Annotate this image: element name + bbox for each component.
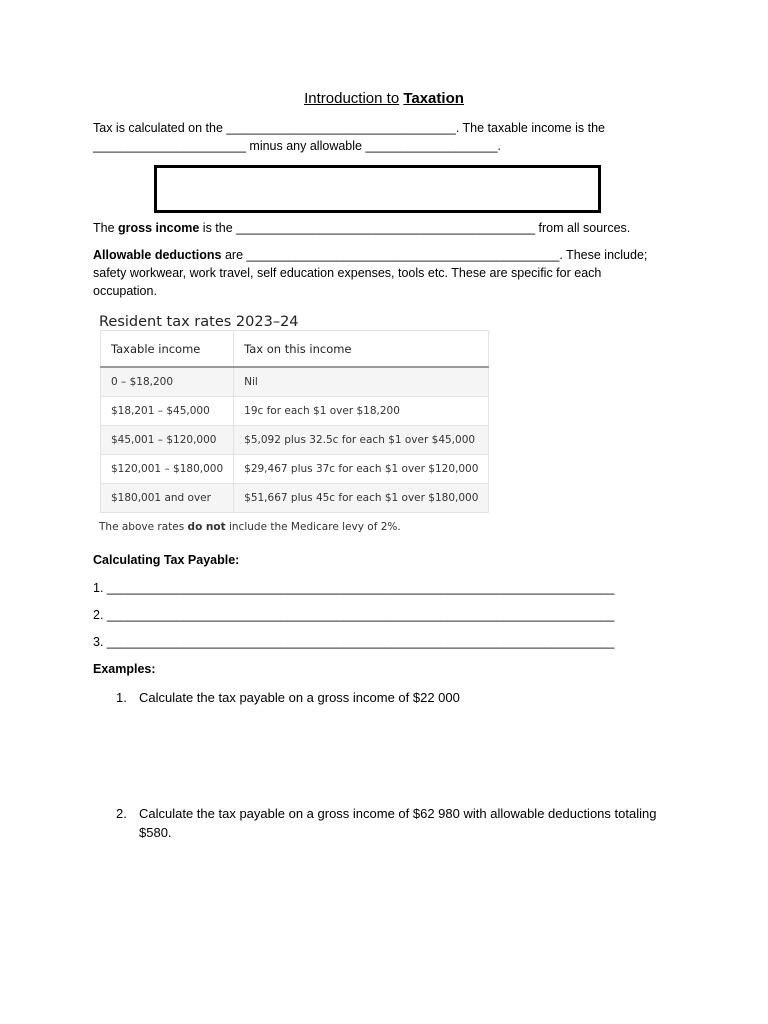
example-number: 1. — [116, 690, 127, 705]
cell-tax: 19c for each $1 over $18,200 — [234, 397, 489, 426]
calculating-heading: Calculating Tax Payable: — [93, 553, 240, 567]
tax-rates-table — [100, 330, 489, 513]
answer-box — [154, 165, 601, 213]
example-number: 2. — [116, 806, 127, 821]
deductions-line-2: safety workwear, work travel, self education expenses, tools etc. These are specific for each — [93, 266, 602, 280]
cell-tax: $5,092 plus 32.5c for each $1 over $45,000 — [234, 426, 489, 455]
cell-tax: $29,467 plus 37c for each $1 over $120,000 — [234, 455, 489, 484]
gross-income-rest: is the ___________________________________________ from all sources. — [202, 221, 631, 235]
note-bold: do not — [187, 521, 226, 533]
deductions-line-1 — [93, 246, 647, 264]
deductions-line-3: occupation. — [93, 284, 157, 298]
header-taxable-income: Taxable income — [101, 331, 234, 368]
cell-income: $120,001 – $180,000 — [101, 455, 234, 484]
gross-income-term: gross income — [118, 221, 200, 235]
page-title — [0, 89, 768, 109]
example-text: Calculate the tax payable on a gross income of $62 980 with allowable deductions totaling $580. — [139, 806, 657, 840]
gross-income-line — [93, 219, 630, 237]
cell-income: 0 – $18,200 — [101, 367, 234, 397]
cell-income: $180,001 and over — [101, 484, 234, 513]
calc-step-line: 3. _________________________________________________________________________ — [93, 635, 615, 649]
intro-line-1: Tax is calculated on the _________________________________. The taxable income is the — [93, 121, 605, 135]
examples-heading: Examples: — [93, 662, 156, 676]
cell-income: $18,201 – $45,000 — [101, 397, 234, 426]
table-row — [101, 397, 489, 426]
title-bold: Taxation — [403, 90, 464, 107]
table-row — [101, 367, 489, 397]
table-row — [101, 455, 489, 484]
medicare-note — [99, 521, 401, 533]
title-prefix: Introduction to — [304, 90, 400, 107]
table-header-row — [101, 331, 489, 368]
tax-table-title: Resident tax rates 2023–24 — [99, 314, 299, 330]
calc-step-line: 1. _________________________________________________________________________ — [93, 581, 615, 595]
header-tax-on-income: Tax on this income — [234, 331, 489, 368]
cell-tax: $51,667 plus 45c for each $1 over $180,000 — [234, 484, 489, 513]
table-row — [101, 426, 489, 455]
note-prefix: The above rates — [99, 521, 185, 533]
cell-tax: Nil — [234, 367, 489, 397]
calc-step-line: 2. _________________________________________________________________________ — [93, 608, 615, 622]
note-suffix: include the Medicare levy of 2%. — [228, 521, 401, 533]
example-text: Calculate the tax payable on a gross income of $22 000 — [139, 690, 460, 705]
cell-income: $45,001 – $120,000 — [101, 426, 234, 455]
deductions-term: Allowable deductions — [93, 248, 222, 262]
deductions-rest: are _____________________________________________. These include; — [224, 248, 648, 262]
table-row — [101, 484, 489, 513]
intro-line-2: ______________________ minus any allowable ___________________. — [93, 139, 502, 153]
gross-income-prefix: The — [93, 221, 115, 235]
